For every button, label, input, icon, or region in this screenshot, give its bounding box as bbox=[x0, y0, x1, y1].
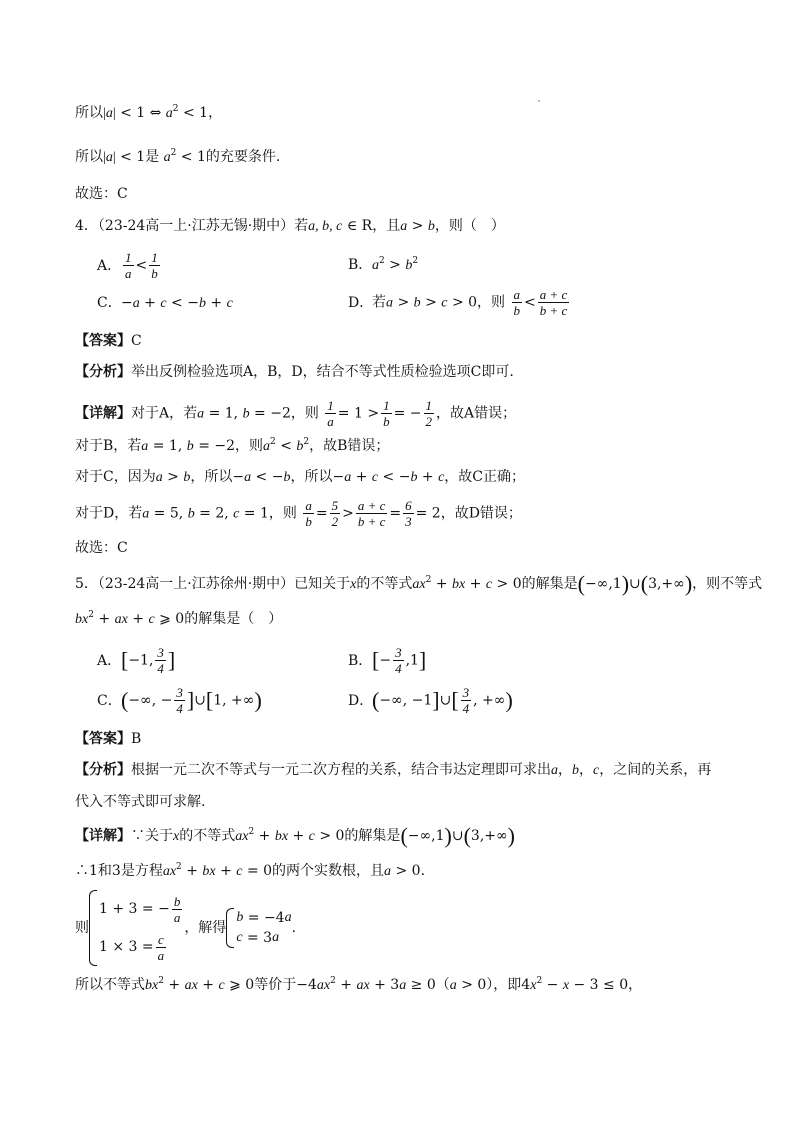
period: . bbox=[291, 920, 297, 936]
q4-detail-a: 【详解】对于A，若a = 1, b = −2，则 $\frac{1}{a}$ = 1 > $\frac{1}{b}$ = − $\frac{1}{2}$ ，故A错误； bbox=[75, 398, 517, 429]
l1-text: 所以|a| < 1 ⇔ $a^2 < 1$， bbox=[75, 104, 223, 121]
q4-option-d: D．若a > b > c > 0，则 $\frac{a}{b}$ < $\frac{a + c}{b + c}$ bbox=[348, 287, 568, 318]
q4-analysis bbox=[75, 362, 514, 382]
q5-analysis-line2: 代入不等式即可求解. bbox=[75, 794, 206, 810]
q4-choose: 故选：C bbox=[75, 540, 128, 556]
q5-option-d: D．(−∞, −1]∪[ $\frac{3}{4}$ , +∞) bbox=[348, 685, 513, 716]
q5-question-line1: 5．（23-24高一上·江苏徐州·期中）已知关于x的不等式$ax^2$ + bx + c > 0的解集是(−∞,1)∪(3,+∞)，则不等式 bbox=[75, 571, 763, 596]
analysis-tag: 【分析】 bbox=[75, 762, 131, 778]
q4-answer bbox=[75, 331, 142, 351]
l2: 所以|a| < 1是 $a^2 < 1$的充要条件. bbox=[75, 148, 281, 165]
analysis-tag: 【分析】 bbox=[75, 364, 131, 380]
analysis-text: 举出反例检验选项A，B，D，结合不等式性质检验选项C即可. bbox=[131, 364, 514, 380]
detail-tag: 【详解】 bbox=[75, 405, 131, 422]
answer-tag: 【答案】 bbox=[75, 333, 131, 349]
answer-value: B bbox=[131, 731, 142, 747]
q5-detail-4: 所以不等式$bx^2$ + ax + c ⩾ 0等价于$-4ax^2$ + ax + 3a ≥ 0（a > 0），即$4x^2 - x - 3 \le 0$， bbox=[75, 976, 643, 993]
q5-analysis-line1: 【分析】根据一元二次不等式与一元二次方程的关系，结合韦达定理即可求出a，b，c，之间的关系，再 bbox=[75, 762, 712, 778]
q5-detail-2: ∴1和3是方程$ax^2$ + bx + c = 0的两个实数根，且a > 0. bbox=[75, 862, 426, 879]
detail-tag: 【详解】 bbox=[75, 828, 131, 844]
then-label: 则 bbox=[75, 920, 89, 936]
scan-speck bbox=[538, 100, 540, 102]
answer-value: C bbox=[131, 333, 142, 349]
q5-option-c: C．(−∞, − $\frac{3}{4}$ ]∪[1, +∞) bbox=[97, 685, 262, 716]
q4-detail-d: 对于D，若a = 5, b = 2, c = 1，则 $\frac{a}{b}$ = $\frac{5}{2}$ > $\frac{a + c}{b + c}$ = $\frac{6}{3}$ = 2，故D错误； bbox=[75, 498, 522, 529]
q4-option-c: C．−a + c < −b + c bbox=[97, 295, 233, 311]
q4-detail-b: 对于B，若a = 1, b = −2，则$a^2 < b^2$，故B错误； bbox=[75, 437, 390, 454]
solution-system: b = −4 a c = 3 a bbox=[226, 908, 291, 948]
q5-option-b: B．[− $\frac{3}{4}$ ,1] bbox=[348, 645, 427, 676]
solve-label: ，解得 bbox=[184, 920, 227, 936]
vieta-system: 1 + 3 = − $\frac{b}{a}$ 1 × 3 = $\frac{c}{a}$ bbox=[89, 890, 184, 966]
q5-question-line2: $bx^2$ + ax + c ⩾ 0的解集是（ ） bbox=[75, 610, 283, 627]
l1 bbox=[75, 103, 222, 124]
q5-answer bbox=[75, 729, 141, 749]
q4-question: 4．（23-24高一上·江苏无锡·期中）若a, b, c ∈ R，且a > b，则（ ） bbox=[75, 218, 505, 234]
q4-detail-c: 对于C，因为a > b，所以−a < −b，所以−a + c < −b + c，故C正确； bbox=[75, 469, 526, 485]
q4-option-b: B．$a^2 > b^2$ bbox=[348, 256, 419, 273]
q5-detail-3 bbox=[75, 888, 296, 968]
answer-tag: 【答案】 bbox=[75, 731, 131, 747]
q4-option-a: A． $\frac{1}{a}$ < $\frac{1}{b}$ bbox=[97, 250, 158, 281]
l3: 故选：C bbox=[75, 186, 128, 202]
q5-option-a: A．[−1, $\frac{3}{4}$ ] bbox=[97, 645, 176, 676]
q5-detail-1: 【详解】∵关于x的不等式$ax^2$ + bx + c > 0的解集是(−∞,1)∪(3,+∞) bbox=[75, 823, 515, 848]
